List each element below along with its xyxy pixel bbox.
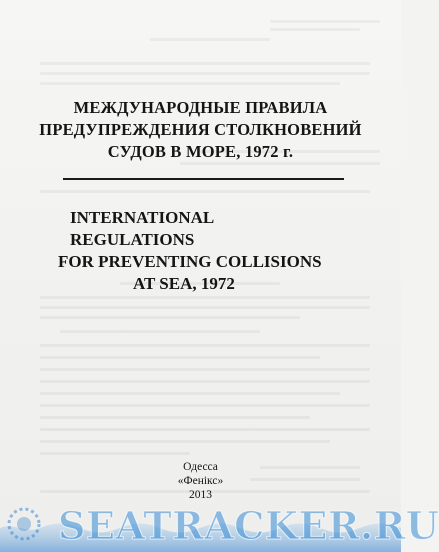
- publisher-imprint: [0, 460, 401, 502]
- russian-title-line: СУДОВ В МОРЕ, 1972 г.: [107, 142, 294, 161]
- russian-title-line: МЕЖДУНАРОДНЫЕ ПРАВИЛА: [73, 98, 328, 117]
- english-title-line: AT SEA, 1972: [133, 274, 235, 293]
- english-title-line: FOR PREVENTING COLLISIONS: [58, 252, 322, 271]
- russian-title-line: ПРЕДУПРЕЖДЕНИЯ СТОЛКНОВЕНИЙ: [39, 120, 362, 139]
- imprint-publisher: «Фенікс»: [177, 475, 224, 487]
- english-title-line: INTERNATIONAL REGULATIONS: [70, 208, 214, 249]
- imprint-city: Одесса: [183, 461, 218, 473]
- divider-rule: [63, 178, 344, 180]
- english-title: [48, 207, 338, 295]
- watermark-text: SEATRACKER.RU: [58, 503, 439, 548]
- russian-title: [0, 97, 401, 163]
- imprint-year: 2013: [189, 489, 212, 501]
